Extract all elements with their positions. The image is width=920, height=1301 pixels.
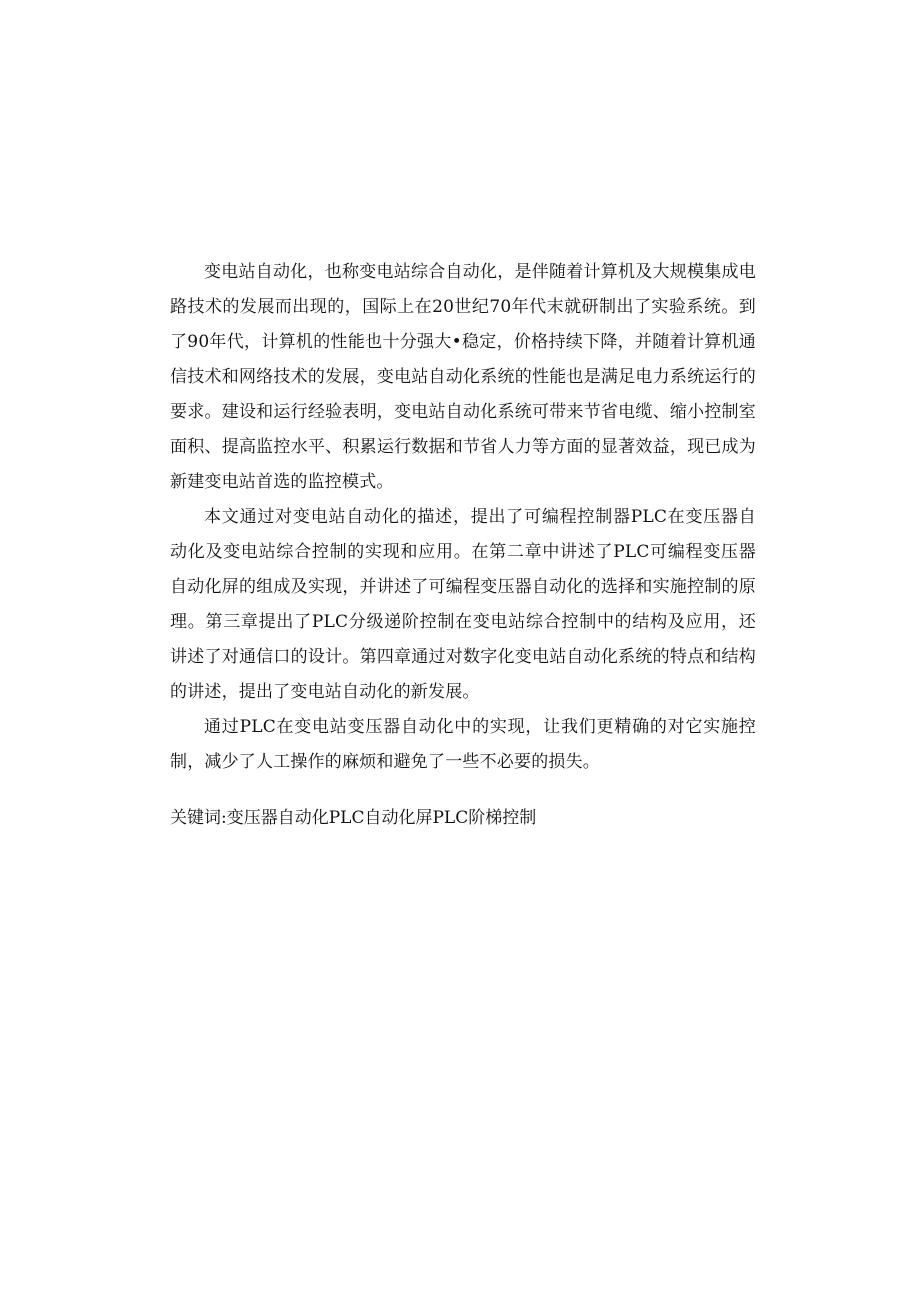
abstract-paragraph-3: 通过PLC在变电站变压器自动化中的实现，让我们更精确的对它实施控制，减少了人工操作的麻烦和避免了一些不必要的损失。 — [170, 717, 756, 772]
abstract-paragraph-1: 变电站自动化，也称变电站综合自动化，是伴随着计算机及大规模集成电路技术的发展而出现的，国际上在20世纪70年代末就研制出了实验系统。到了90年代，计算机的性能也十分强大•稳定，价格持续下降，并随着计算机通信技术和网络技术的发展，变电站自动化系统的性能也是满足电力系统运行的要求。建设和运行经验表明，变电站自动化系统可带来节省电缆、缩小控制室面积、提高监控水平、积累运行数据和节省人力等方面的显著效益，现已成为新建变电站首选的监控模式。 — [170, 262, 756, 492]
abstract-paragraph-2: 本文通过对变电站自动化的描述，提出了可编程控制器PLC在变压器自动化及变电站综合控制的实现和应用。在第二章中讲述了PLC可编程变压器自动化屏的组成及实现，并讲述了可编程变压器自动化的选择和实施控制的原理。第三章提出了PLC分级递阶控制在变电站综合控制中的结构及应用，还讲述了对通信口的设计。第四章通过对数字化变电站自动化系统的特点和结构的讲述，提出了变电站自动化的新发展。 — [170, 507, 756, 702]
abstract-body — [170, 255, 756, 780]
keywords-line: 关键词:变压器自动化PLC自动化屏PLC阶梯控制 — [170, 808, 537, 828]
